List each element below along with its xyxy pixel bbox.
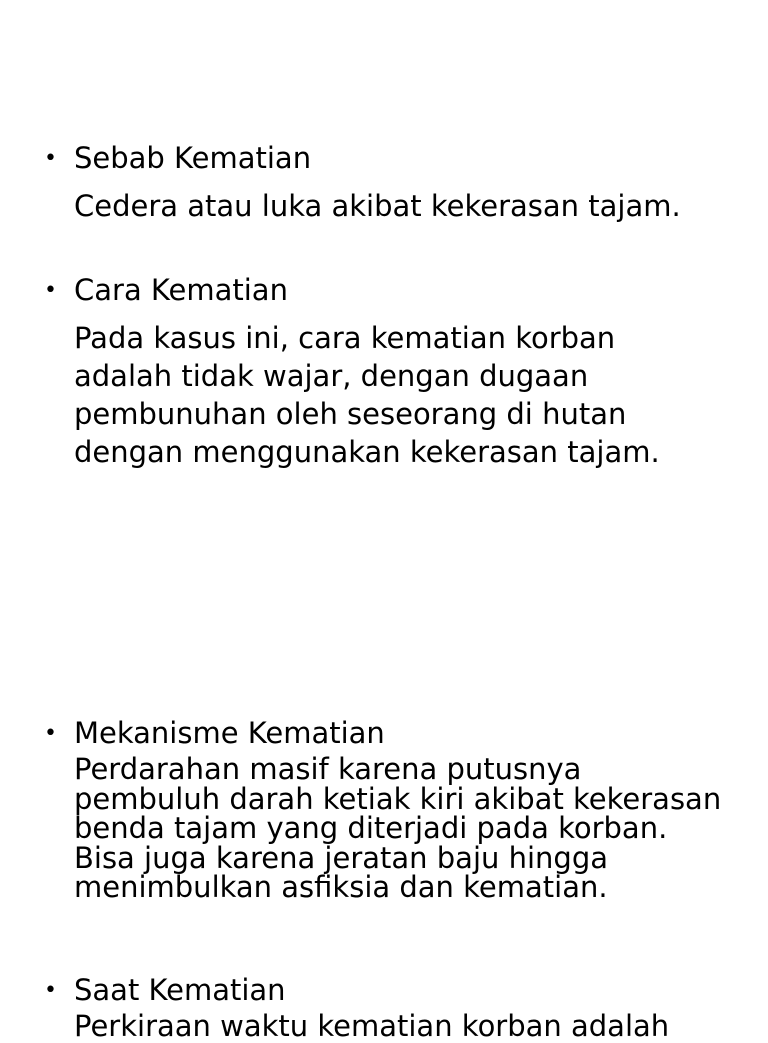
item-body-cara-kematian: Pada kasus ini, cara kematian korban adalah tidak wajar, dengan dugaan pembunuhan oleh seseorang di hutan dengan menggunakan kekerasan tajam. bbox=[74, 321, 660, 469]
item-heading-cara-kematian: Cara Kematian bbox=[74, 273, 288, 307]
slide-1 bbox=[0, 0, 768, 512]
slide-2 bbox=[0, 512, 768, 1043]
item-body-saat-kematian: Perkiraan waktu kematian korban adalah bbox=[74, 1009, 670, 1043]
bullet-marker: • bbox=[44, 278, 57, 303]
item-heading-mekanisme-kematian: Mekanisme Kematian bbox=[74, 716, 385, 750]
item-heading-saat-kematian: Saat Kematian bbox=[74, 973, 286, 1007]
item-heading-sebab-kematian: Sebab Kematian bbox=[74, 141, 312, 175]
bullet-marker: • bbox=[44, 146, 57, 171]
item-body-sebab-kematian: Cedera atau luka akibat kekerasan tajam. bbox=[74, 189, 681, 223]
bullet-marker: • bbox=[44, 721, 57, 746]
bullet-marker: • bbox=[44, 978, 57, 1003]
item-body-mekanisme-kematian: Perdarahan masif karena putusnya pembuluh darah ketiak kiri akibat kekerasan benda tajam yang diterjadi pada korban. Bisa juga karena jeratan baju hingga menimbulkan asfiksia dan kematian. bbox=[74, 752, 722, 904]
